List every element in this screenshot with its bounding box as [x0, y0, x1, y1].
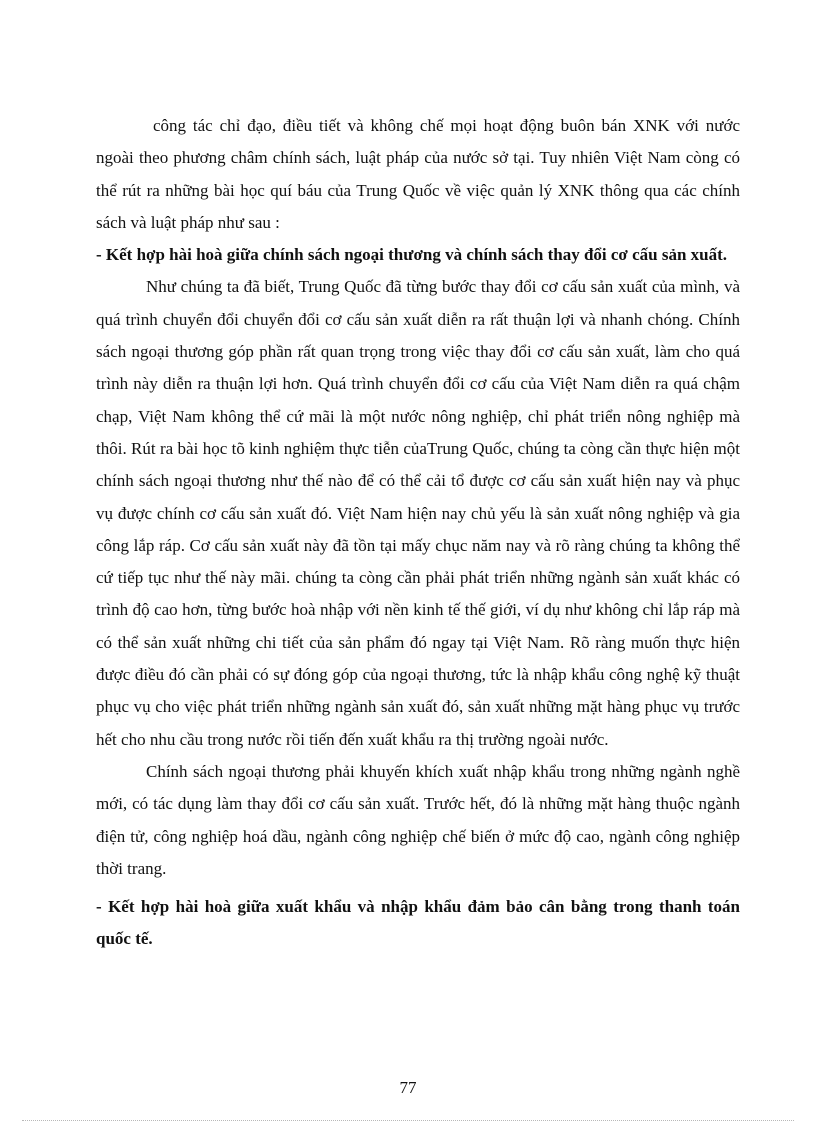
page-number: 77: [399, 1078, 417, 1097]
bottom-divider: [22, 1120, 794, 1121]
paragraph-structure-change: Như chúng ta đã biết, Trung Quốc đã từng bước thay đổi cơ cấu sản xuất của mình, và quá trình chuyển đổi chuyển đổi cơ cấu sản xuất diễn ra rất thuận lợi và nhanh chóng. Chính sách ngoại thương góp phần rất quan trọng trong việc thay đổi cơ cấu sản xuất, làm cho quá trình này diễn ra thuận lợi hơn. Quá trình chuyển đổi cơ cấu của Việt Nam diễn ra quá chậm chạp, Việt Nam không thể cứ mãi là một nước nông nghiệp, chỉ phát triển nông nghiệp mà thôi. Rút ra bài học tõ kinh nghiệm thực tiễn củaTrung Quốc, chúng ta còng cần thực hiện một chính sách ngoại thương như thế nào để có thể cải tổ được cơ cấu sản xuất hiện nay và phục vụ được chính cơ cấu sản xuất đó. Việt Nam hiện nay chủ yếu là sản xuất nông nghiệp và gia công lắp ráp. Cơ cấu sản xuất này đã tồn tại mấy chục năm nay và rõ ràng chúng ta không thể cứ tiếp tục như thế này mãi. chúng ta còng cần phải phát triển những ngành sản xuất khác có trình độ cao hơn, từng bước hoà nhập với nền kinh tế thế giới, ví dụ như không chỉ lắp ráp mà có thể sản xuất những chi tiết của sản phẩm đó ngay tại Việt Nam. Rõ ràng muốn thực hiện được điều đó cần phải có sự đóng góp của ngoại thương, tức là nhập khẩu công nghệ kỹ thuật phục vụ cho việc phát triển những ngành sản xuất đó, sản xuất những mặt hàng phục vụ trước hết cho nhu cầu trong nước rồi tiến đến xuất khẩu ra thị trường ngoài nước.: [96, 277, 740, 749]
paragraph-continued: công tác chỉ đạo, điều tiết và không chế mọi hoạt động buôn bán XNK với nước ngoài theo phương châm chính sách, luật pháp của nước sở tại. Tuy nhiên Việt Nam còng có thể rút ra những bài học quí báu của Trung Quốc về việc quản lý XNK thông qua các chính sách và luật pháp như sau :: [96, 116, 740, 232]
section-heading-balance-payments: - Kết hợp hài hoà giữa xuất khẩu và nhập khẩu đảm bảo cân bằng trong thanh toán quốc tế.: [96, 897, 740, 949]
section-heading-trade-structure: - Kết hợp hài hoà giữa chính sách ngoại thương và chính sách thay đổi cơ cấu sản xuất.: [96, 245, 728, 265]
paragraph-new-industries: Chính sách ngoại thương phải khuyến khích xuất nhập khẩu trong những ngành nghề mới, có tác dụng làm thay đổi cơ cấu sản xuất. Trước hết, đó là những mặt hàng thuộc ngành điện tử, công nghiệp hoá dầu, ngành công nghiệp chế biến ở mức độ cao, ngành công nghiệp thời trang.: [96, 761, 740, 878]
body-text: [96, 110, 740, 956]
